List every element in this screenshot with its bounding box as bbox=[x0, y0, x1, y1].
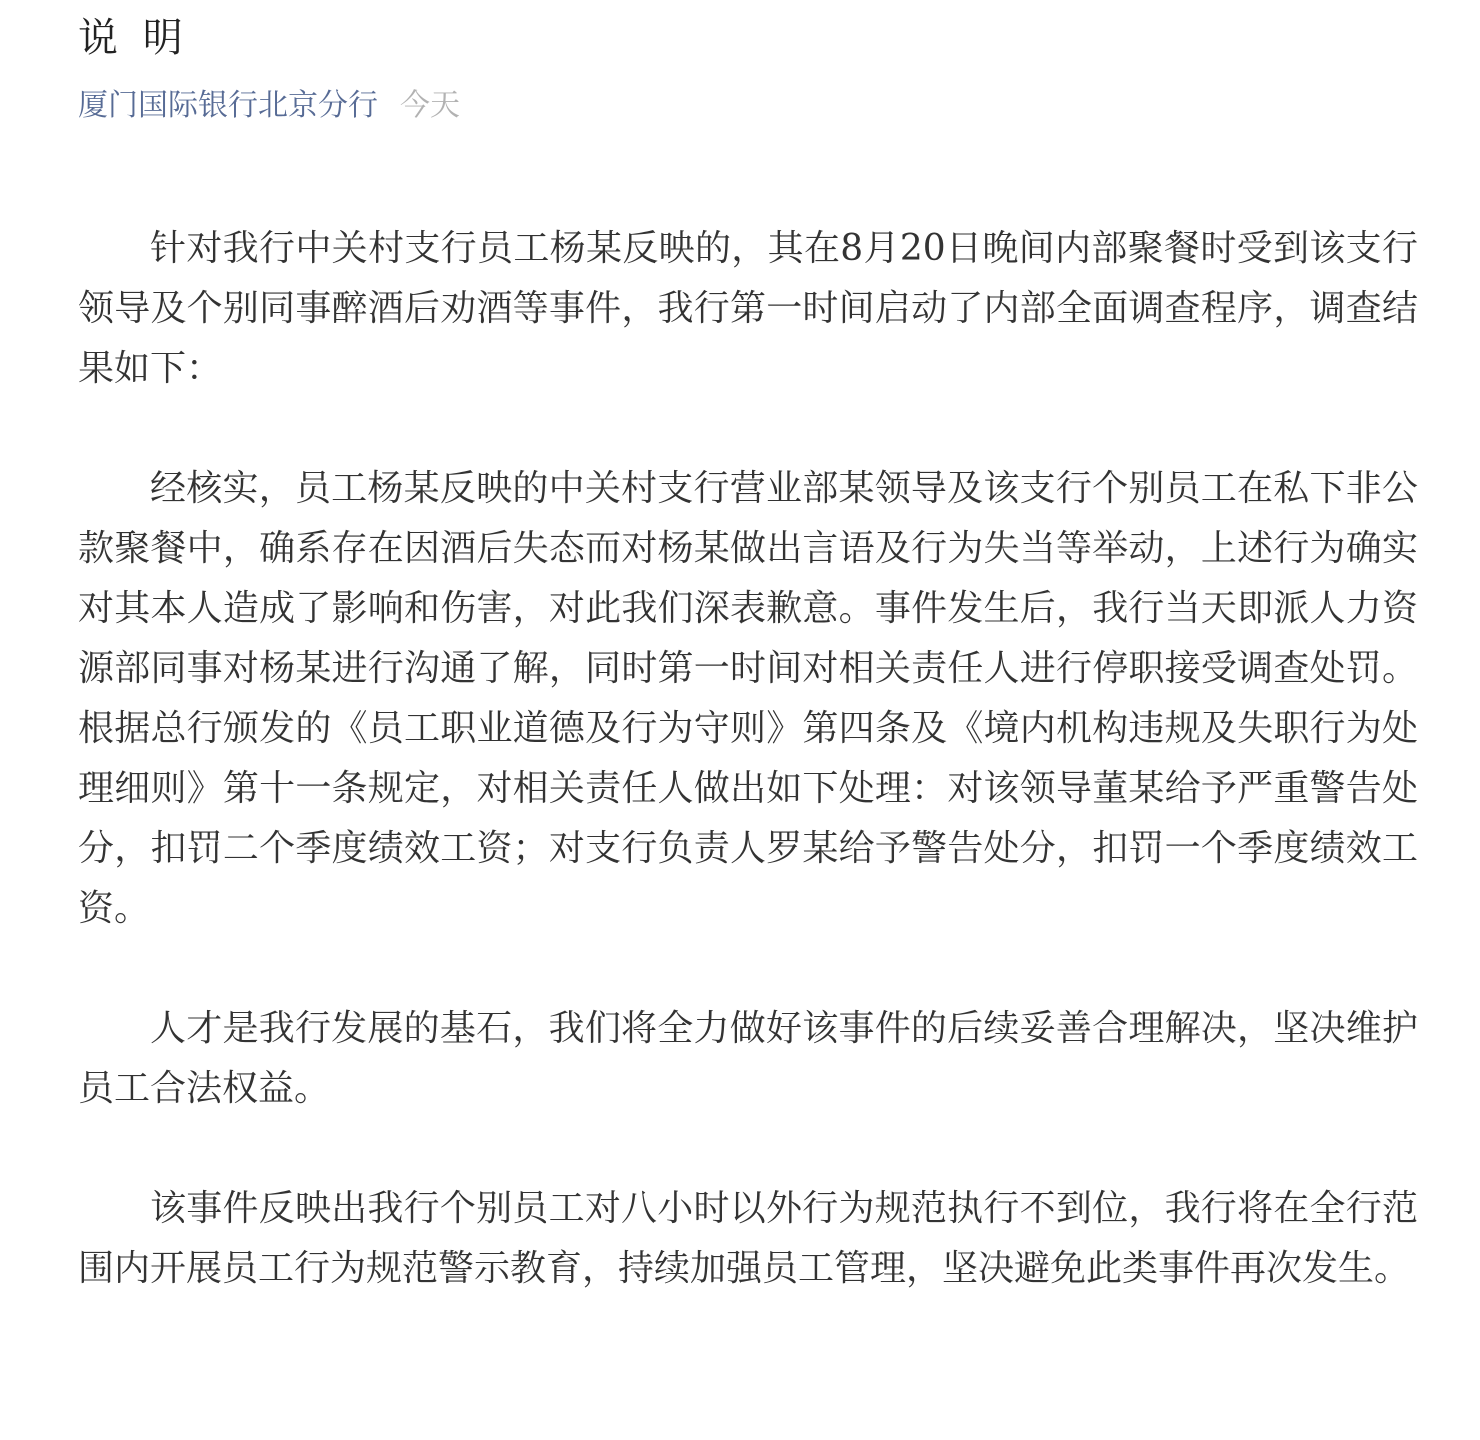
article-meta bbox=[78, 86, 1418, 126]
publish-date: 今天 bbox=[400, 88, 460, 123]
article-paragraph: 经核实，员工杨某反映的中关村支行营业部某领导及该支行个别员工在私下非公款聚餐中，确系存在因酒后失态而对杨某做出言语及行为失当等举动，上述行为确实对其本人造成了影响和伤害，对此我们深表歉意。事件发生后，我行当天即派人力资源部同事对杨某进行沟通了解，同时第一时间对相关责任人进行停职接受调查处罚。根据总行颁发的《员工职业道德及行为守则》第四条及《境内机构违规及失职行为处理细则》第十一条规定，对相关责任人做出如下处理：对该领导董某给予严重警告处分，扣罚二个季度绩效工资；对支行负责人罗某给予警告处分，扣罚一个季度绩效工资。 bbox=[78, 468, 1418, 929]
article-paragraph: 针对我行中关村支行员工杨某反映的，其在8月20日晚间内部聚餐时受到该支行领导及个别同事醉酒后劝酒等事件，我行第一时间启动了内部全面调查程序，调查结果如下： bbox=[78, 228, 1418, 389]
account-name-link[interactable]: 厦门国际银行北京分行 bbox=[78, 88, 378, 123]
article-paragraph: 该事件反映出我行个别员工对八小时以外行为规范执行不到位，我行将在全行范围内开展员工行为规范警示教育，持续加强员工管理，坚决避免此类事件再次发生。 bbox=[78, 1188, 1418, 1289]
article-title: 说 明 bbox=[78, 15, 189, 61]
article-paragraph: 人才是我行发展的基石，我们将全力做好该事件的后续妥善合理解决，坚决维护员工合法权益。 bbox=[78, 1008, 1418, 1109]
article bbox=[78, 0, 1418, 1299]
article-content bbox=[78, 219, 1418, 1299]
